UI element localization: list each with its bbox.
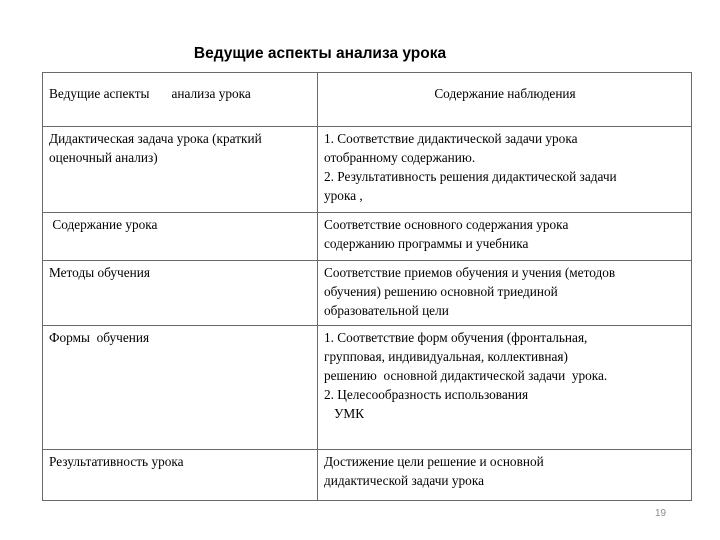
header-aspects-part1: Ведущие аспекты bbox=[49, 86, 150, 101]
observation-cell bbox=[318, 127, 692, 213]
observation-line: 2. Целесообразность использования bbox=[324, 387, 529, 402]
observation-line: 2. Результативность решения дидактической задачи bbox=[324, 169, 617, 184]
observation-line: дидактической задачи урока bbox=[324, 473, 484, 488]
aspect-cell: Дидактическая задача урока (краткий оценочный анализ) bbox=[43, 127, 318, 213]
observation-line: Достижение цели решение и основной bbox=[324, 454, 544, 469]
observation-line: 1. Соответствие форм обучения (фронтальная, bbox=[324, 330, 588, 345]
observation-line: урока , bbox=[324, 188, 363, 203]
observation-line: образовательной цели bbox=[324, 303, 449, 318]
observation-line: решению основной дидактической задачи урока. bbox=[324, 368, 608, 383]
slide-title: Ведущие аспекты анализа урока bbox=[193, 45, 447, 62]
aspects-table bbox=[42, 72, 692, 501]
observation-cell bbox=[318, 326, 692, 450]
table-row bbox=[43, 127, 692, 213]
aspect-cell: Методы обучения bbox=[43, 261, 318, 326]
table-header-row bbox=[43, 73, 692, 127]
observation-line: УМК bbox=[334, 406, 365, 421]
observation-line: отобранному содержанию. bbox=[324, 150, 476, 165]
observation-line: обучения) решению основной триединой bbox=[324, 284, 558, 299]
table-row bbox=[43, 450, 692, 501]
observation-cell bbox=[318, 450, 692, 501]
header-aspects bbox=[43, 73, 318, 127]
observation-line: 1. Соответствие дидактической задачи урока bbox=[324, 131, 578, 146]
page-number: 19 bbox=[655, 508, 667, 519]
header-aspects-part2: анализа урока bbox=[171, 86, 251, 101]
aspect-cell: Формы обучения bbox=[43, 326, 318, 450]
observation-line: групповая, индивидуальная, коллективная) bbox=[324, 349, 568, 364]
observation-cell bbox=[318, 213, 692, 261]
table-row bbox=[43, 261, 692, 326]
observation-line: Соответствие приемов обучения и учения (методов bbox=[324, 265, 616, 280]
observation-line: Соответствие основного содержания урока bbox=[324, 217, 569, 232]
table-row bbox=[43, 213, 692, 261]
aspect-cell: Результативность урока bbox=[43, 450, 318, 501]
observation-line: содержанию программы и учебника bbox=[324, 236, 529, 251]
observation-cell bbox=[318, 261, 692, 326]
table-row bbox=[43, 326, 692, 450]
aspect-cell: Содержание урока bbox=[43, 213, 318, 261]
header-observation: Содержание наблюдения bbox=[318, 73, 692, 127]
